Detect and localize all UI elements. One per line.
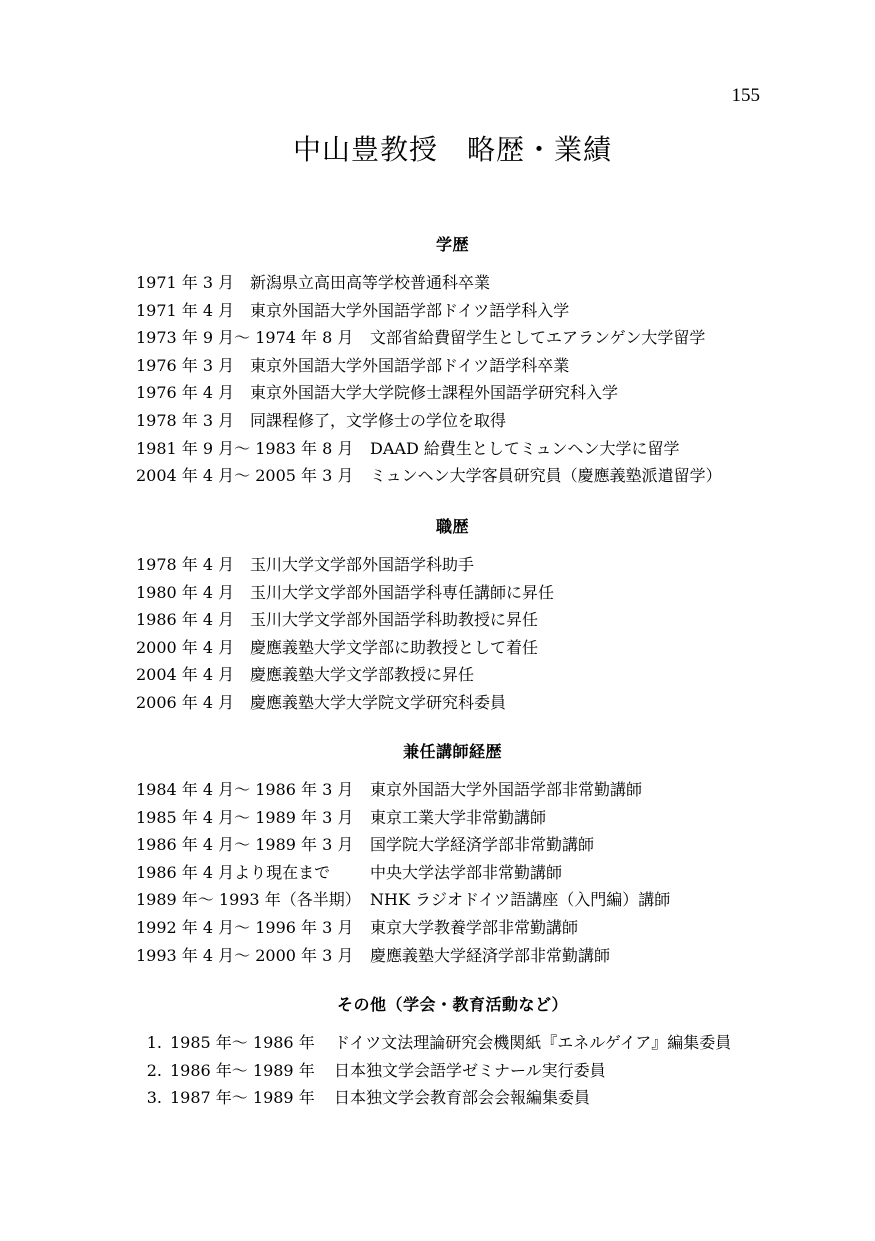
list-item — [136, 638, 554, 658]
item-text: 慶應義塾大学経済学部非常勤講師 — [370, 945, 611, 965]
item-text: 新潟県立高田高等学校普通科卒業 — [250, 273, 491, 292]
list-item — [136, 918, 670, 938]
item-date: 1989 年～ 1993 年（各半期） — [136, 890, 361, 910]
item-date: 2000 年 4 月 — [136, 637, 235, 657]
item-text: 同課程修了，文学修士の学位を取得 — [250, 410, 507, 430]
item-text: ドイツ文法理論研究会機関紙『エネルゲイア』編集委員 — [334, 1033, 732, 1052]
item-date: 1986 年 4 月 — [136, 610, 235, 630]
list-item — [136, 301, 722, 321]
item-date: 1980 年 4 月 — [136, 582, 235, 602]
item-text: 日本独文学会語学ゼミナール実行委員 — [334, 1060, 606, 1080]
item-text: 東京外国語大学大学院修士課程外国語学研究科入学 — [250, 383, 619, 403]
item-date: 1978 年 3 月 — [136, 410, 235, 430]
item-date: 1993 年 4 月～ 2000 年 3 月 — [136, 945, 354, 965]
list-item — [136, 890, 670, 910]
item-text: 東京外国語大学外国語学部非常勤講師 — [370, 780, 643, 799]
list-item — [136, 665, 554, 685]
list-item — [136, 863, 670, 883]
list-item — [136, 808, 670, 828]
item-date: 1985 年～ 1986 年 — [170, 1033, 315, 1052]
list-item — [130, 1088, 731, 1108]
item-text: 慶應義塾大学大学院文学研究科委員 — [250, 692, 507, 712]
item-date: 2004 年 4 月～ 2005 年 3 月 — [136, 466, 354, 486]
list-item — [136, 693, 554, 713]
list-item — [136, 780, 670, 800]
item-date: 1987 年～ 1989 年 — [170, 1088, 315, 1108]
item-number: 3. — [146, 1088, 162, 1108]
lectureships-list — [136, 780, 670, 973]
page-number: 155 — [731, 85, 760, 106]
lectureships-heading: 兼任講師経歴 — [402, 742, 502, 761]
list-item — [136, 555, 554, 575]
item-number: 1. — [146, 1033, 162, 1052]
item-date: 1976 年 3 月 — [136, 355, 235, 375]
list-item — [136, 835, 670, 855]
list-item — [136, 411, 722, 431]
list-item — [136, 439, 722, 459]
item-date: 1984 年 4 月～ 1986 年 3 月 — [136, 780, 354, 799]
item-text: 玉川大学文学部外国語学科助教授に昇任 — [250, 610, 539, 630]
education-heading: 学歴 — [435, 235, 469, 254]
item-text: ミュンヘン大学客員研究員（慶應義塾派遣留学） — [370, 466, 722, 486]
item-text: 文部省給費留学生としてエアランゲン大学留学 — [370, 328, 706, 348]
item-text: 玉川大学文学部外国語学科専任講師に昇任 — [250, 582, 555, 602]
item-date: 1971 年 4 月 — [136, 300, 235, 320]
item-date: 2006 年 4 月 — [136, 692, 235, 712]
list-item — [136, 383, 722, 403]
item-date: 1981 年 9 月～ 1983 年 8 月 — [136, 438, 354, 458]
list-item — [136, 273, 722, 293]
item-text: 東京外国語大学外国語学部ドイツ語学科卒業 — [250, 355, 570, 375]
item-date: 1985 年 4 月～ 1989 年 3 月 — [136, 807, 354, 827]
item-text: 国学院大学経済学部非常勤講師 — [370, 835, 595, 855]
other-list — [130, 1033, 731, 1116]
item-date: 1971 年 3 月 — [136, 273, 235, 292]
education-list — [136, 273, 722, 494]
item-date: 1976 年 4 月 — [136, 383, 235, 403]
item-text: 中央大学法学部非常勤講師 — [370, 862, 563, 882]
item-text: 慶應義塾大学文学部教授に昇任 — [250, 665, 475, 685]
item-date: 1973 年 9 月～ 1974 年 8 月 — [136, 328, 354, 348]
list-item — [136, 356, 722, 376]
item-text: 東京工業大学非常勤講師 — [370, 807, 547, 827]
list-item — [130, 1033, 731, 1053]
item-date: 2004 年 4 月 — [136, 665, 235, 685]
page-title: 中山豊教授 略歴・業績 — [292, 133, 612, 166]
item-text: 慶應義塾大学文学部に助教授として着任 — [250, 637, 539, 657]
item-date: 1986 年～ 1989 年 — [170, 1060, 315, 1080]
item-text: NHK ラジオドイツ語講座（入門編）講師 — [370, 890, 671, 910]
list-item — [136, 583, 554, 603]
item-text: 玉川大学文学部外国語学科助手 — [250, 555, 475, 574]
item-text: DAAD 給費生としてミュンヘン大学に留学 — [370, 438, 680, 458]
list-item — [136, 466, 722, 486]
career-heading: 職歴 — [435, 517, 469, 536]
item-date: 1986 年 4 月～ 1989 年 3 月 — [136, 835, 354, 855]
career-list — [136, 555, 554, 721]
list-item — [136, 946, 670, 966]
item-text: 東京大学教養学部非常勤講師 — [370, 917, 579, 937]
item-date: 1978 年 4 月 — [136, 555, 235, 574]
item-number: 2. — [146, 1060, 162, 1080]
item-date: 1986 年 4 月より現在まで — [136, 862, 331, 882]
other-heading: その他（学会・教育活動など） — [336, 995, 568, 1014]
item-date: 1992 年 4 月～ 1996 年 3 月 — [136, 917, 354, 937]
item-text: 日本独文学会教育部会会報編集委員 — [334, 1088, 591, 1108]
list-item — [136, 328, 722, 348]
list-item — [130, 1061, 731, 1081]
item-text: 東京外国語大学外国語学部ドイツ語学科入学 — [250, 300, 570, 320]
list-item — [136, 610, 554, 630]
